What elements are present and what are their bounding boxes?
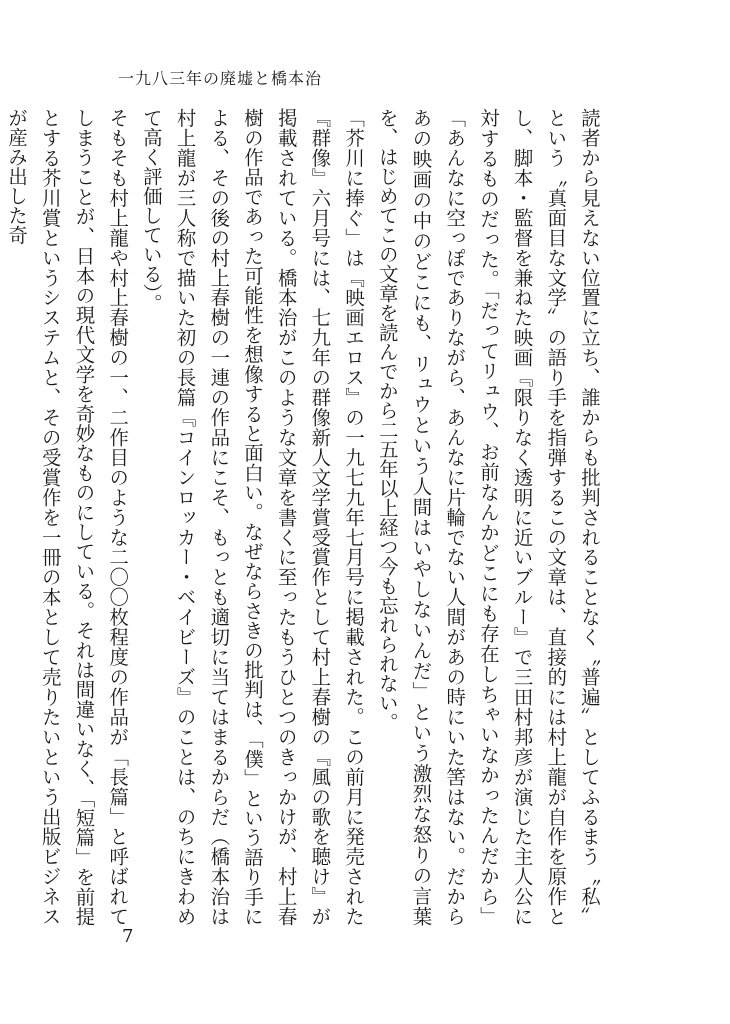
- page-number: 7: [122, 926, 134, 947]
- paragraph-3: そもそも村上龍や村上春樹の一、二作目のような二〇〇枚程度の作品が「長篇」と呼ばれてしまうことが、日本の現代文学を奇妙なものにしている。それは間違いなく、「短篇」を前提とする芥川賞というシステムと、その受賞作を一冊の本として売りたいという出版ビジネスが産み出した奇: [5, 108, 130, 926]
- body-text: [5, 108, 606, 926]
- paragraph-2: 「芥川に捧ぐ」は『映画エロス』の一九七九年七月号に掲載された。この前月に発売された『群像』六月号には、七九年の群像新人文学賞受賞作として村上春樹の『風の歌を聴け』が掲載されている。橋本治がこのような文章を書くに至ったもうひとつのきっかけが、村上春樹の作品であった可能性を想像すると面白い。なぜならさきの批判は、「僕」という語り手による、その後の村上春樹の一連の作品にこそ、もっとも適切に当てはまるからだ（橋本治は村上龍が三人称で描いた初の長篇『コインロッカー・ベイビーズ』のことは、のちにきわめて高く評価している）。: [139, 108, 366, 926]
- paragraph-1: 読者から見えない位置に立ち、誰からも批判されることなく〝普遍〟としてふるまう〝私〟という〝真面目な文学〟の語り手を指弾するこの文章は、直接的には村上龍が自作を原作とし、脚本・監督を兼ねた映画『限りなく透明に近いブルー』で三田村邦彦が演じた主人公に対するものだった。「だってリュウ、お前なんかどこにも存在しちゃいなかったんだから」「あんなに空っぽでありながら、あんなに片輪でない人間があの時にいた筈はない。だからあの映画の中のどこにも、リュウという人間はいやしないんだ」という激烈な怒りの言葉を、はじめてこの文章を読んでから二五年以上経つ今も忘れられない。: [375, 108, 601, 926]
- running-head-title: 一九八三年の廃墟と橋本治: [118, 69, 323, 88]
